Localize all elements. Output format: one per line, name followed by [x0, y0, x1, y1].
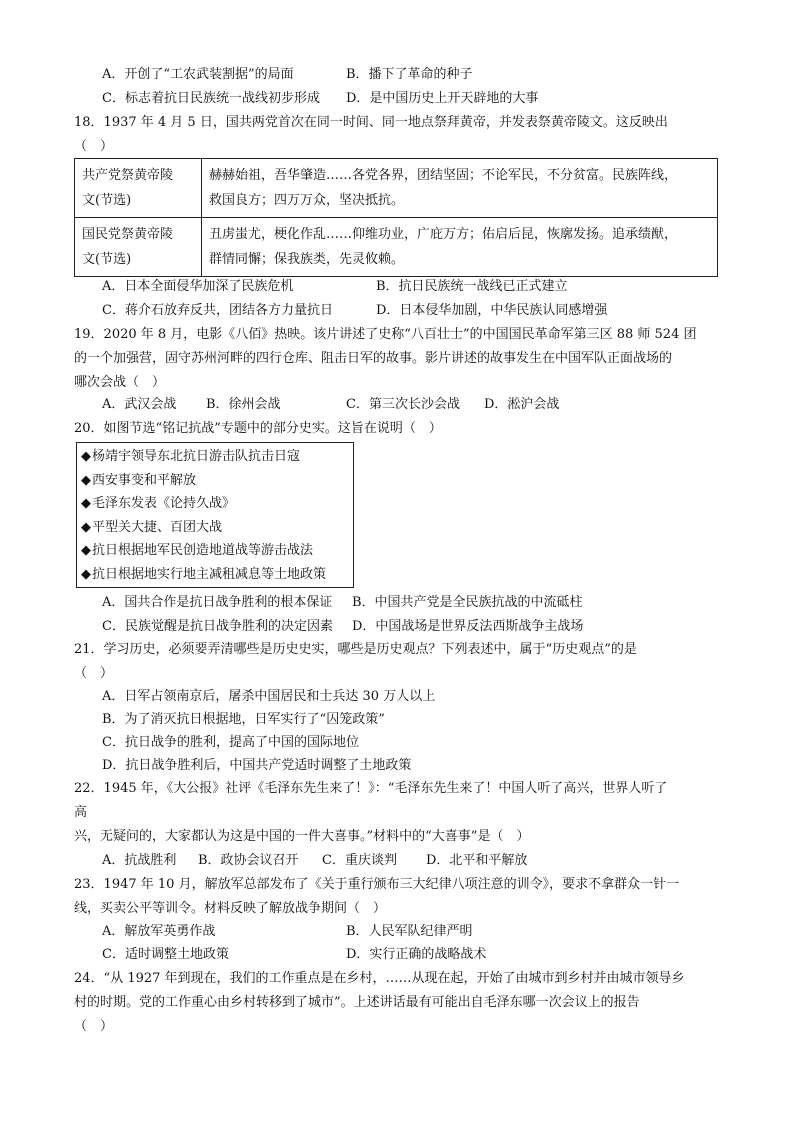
list-item-text: 毛泽东发表《论持久战》 — [92, 496, 236, 511]
q21-line-1: 21．学习历史，必须要弄清哪些是历史史实，哪些是历史观点？下列表述中，属于“历史观点”的是 — [74, 642, 637, 657]
q22-option-b: B．政协会议召开 — [198, 853, 299, 868]
diamond-bullet-icon: ◆ — [81, 449, 91, 464]
list-item — [81, 492, 349, 516]
q18-option-a: A．日本全面侵华加深了民族危机 — [102, 279, 294, 294]
q19-option-d: D．淞沪会战 — [484, 397, 560, 412]
q23-option-d: D．实行正确的战略战术 — [346, 947, 487, 962]
q21-option-d: D．抗日战争胜利后，中国共产党适时调整了土地政策 — [102, 758, 412, 773]
list-item — [81, 445, 349, 469]
q22-line-2: 高 — [74, 805, 88, 820]
list-item — [81, 469, 349, 493]
cell-text: 国民党祭黄帝陵 — [82, 227, 174, 242]
q18-stem: 18．1937 年 4 月 5 日，国共两党首次在同一时间、同一地点祭拜黄帝，并发表祭黄帝陵文。这反映出 — [74, 115, 668, 130]
q24-line-2: 村的时期。党的工作重心由乡村转移到了城市”。上述讲话最有可能出自毛泽东哪一次会议上的报告 — [74, 995, 640, 1010]
q21-option-b: B．为了消灭抗日根据地，日军实行了“囚笼政策” — [102, 712, 385, 727]
cell-text: 丑虏蚩尤，梗化作乱……仰维功业，广庇万方；佑启后昆，恢廓发扬。追承绩猷， — [209, 227, 678, 242]
cell-text: 文(节选) — [82, 193, 132, 208]
diamond-bullet-icon: ◆ — [81, 496, 91, 511]
list-item-text: 抗日根据地实行地主减租减息等土地政策 — [92, 566, 327, 582]
list-item — [81, 516, 349, 540]
q18-option-c: C．蒋介石放弃反共，团结各方力量抗日 — [102, 303, 333, 318]
list-item — [81, 539, 349, 563]
q20-option-d: D．中国战场是世界反法西斯战争主战场 — [352, 619, 584, 634]
q18-answer-blank: （ ） — [74, 139, 114, 154]
list-item — [81, 563, 349, 587]
diamond-bullet-icon: ◆ — [81, 472, 91, 488]
q23-option-c: C．适时调整土地政策 — [102, 947, 229, 962]
q20-option-c: C．民族觉醒是抗日战争胜利的决定因素 — [102, 619, 333, 634]
q23-line-1: 23．1947 年 10 月，解放军总部发布了《关于重行颁布三大纪律八项注意的训令》，要求不拿群众一针一 — [74, 877, 680, 892]
q24-line-3: （ ） — [74, 1019, 114, 1034]
cell-text: 赫赫始祖，吾华肇造……各党各界，团结坚固；不论军民，不分贫富。民族阵线， — [209, 168, 678, 183]
q19-option-a: A．武汉会战 — [102, 397, 177, 412]
table-row — [75, 159, 718, 218]
cell-text: 群情同懈；保我族类，先灵攸赖。 — [209, 252, 405, 267]
q22-option-d: D．北平和平解放 — [426, 853, 528, 868]
q19-line-3: 哪次会战（ ） — [74, 375, 166, 390]
diamond-bullet-icon: ◆ — [81, 519, 91, 535]
q20-option-a: A．国共合作是抗日战争胜利的根本保证 — [102, 595, 333, 610]
q17-option-a: A．开创了“工农武装割据”的局面 — [102, 67, 294, 82]
q24-line-1: 24．“从 1927 年到现在，我们的工作重点是在乡村，……从现在起，开始了由城市到乡村并由城市领导乡 — [74, 971, 685, 986]
q18-option-b: B．抗日民族统一战线已正式建立 — [376, 279, 568, 294]
q17-option-c: C．标志着抗日民族统一战线初步形成 — [102, 91, 320, 106]
q19-option-c: C．第三次长沙会战 — [346, 397, 460, 412]
diamond-bullet-icon: ◆ — [81, 543, 91, 558]
table-row — [75, 218, 718, 277]
q23-option-a: A．解放军英勇作战 — [102, 924, 216, 939]
q22-line-1: 22．1945 年，《大公报》社评《毛泽东先生来了！》：“毛泽东先生来了！中国人听了高兴，世界人听了 — [74, 781, 668, 796]
q20-option-b: B．中国共产党是全民族抗战的中流砥柱 — [352, 595, 583, 610]
q23-line-2: 线，买卖公平等训令。材料反映了解放战争期间（ ） — [74, 901, 387, 916]
list-item-text: 抗日根据地军民创造地道战等游击战法 — [92, 543, 314, 558]
cell-text: 共产党祭黄帝陵 — [82, 168, 174, 183]
diamond-bullet-icon: ◆ — [81, 566, 91, 582]
q17-option-b: B．播下了革命的种子 — [346, 67, 473, 82]
list-item-text: 平型关大捷、百团大战 — [92, 519, 223, 535]
q23-option-b: B．人民军队纪律严明 — [346, 924, 473, 939]
q19-line-2: 的一个加强营，固守苏州河畔的四行仓库、阻击日军的故事。影片讲述的故事发生在中国军队正面战场的 — [74, 351, 673, 366]
cell-text: 救国良方；四万万众，坚决抵抗。 — [209, 193, 405, 208]
q18-table-text-cpc — [202, 159, 718, 218]
q21-option-a: A．日军占领南京后，屠杀中国居民和士兵达 30 万人以上 — [102, 689, 436, 704]
q18-table — [74, 158, 718, 277]
q18-option-d: D．日本侵华加剧，中华民族认同感增强 — [376, 303, 608, 318]
q20-stem: 20．如图节选“铭记抗战”专题中的部分史实。这旨在说明（ ） — [74, 421, 442, 436]
cell-text: 文(节选) — [82, 252, 132, 267]
q17-option-d: D．是中国历史上开天辟地的大事 — [346, 91, 539, 106]
q19-line-1: 19．2020 年 8 月，电影《八佰》热映。该片讲述了史称“八百壮士”的中国国民革命军第三区 88 师 524 团 — [74, 327, 697, 342]
q20-facts-box — [76, 442, 354, 588]
q22-option-a: A．抗战胜利 — [102, 853, 177, 868]
q19-option-b: B．徐州会战 — [206, 397, 281, 412]
q22-line-3: 兴，无疑问的，大家都认为这是中国的一件大喜事。”材料中的“大喜事”是（ ） — [74, 829, 530, 844]
list-item-text: 西安事变和平解放 — [92, 472, 197, 488]
list-item-text: 杨靖宇领导东北抗日游击队抗击日寇 — [92, 449, 301, 464]
q18-table-head-kmt — [75, 218, 202, 277]
q22-option-c: C．重庆谈判 — [322, 853, 397, 868]
q21-option-c: C．抗日战争的胜利，提高了中国的国际地位 — [102, 735, 359, 750]
q18-table-head-cpc — [75, 159, 202, 218]
q21-line-2: （ ） — [74, 666, 114, 681]
q18-table-text-kmt — [202, 218, 718, 277]
